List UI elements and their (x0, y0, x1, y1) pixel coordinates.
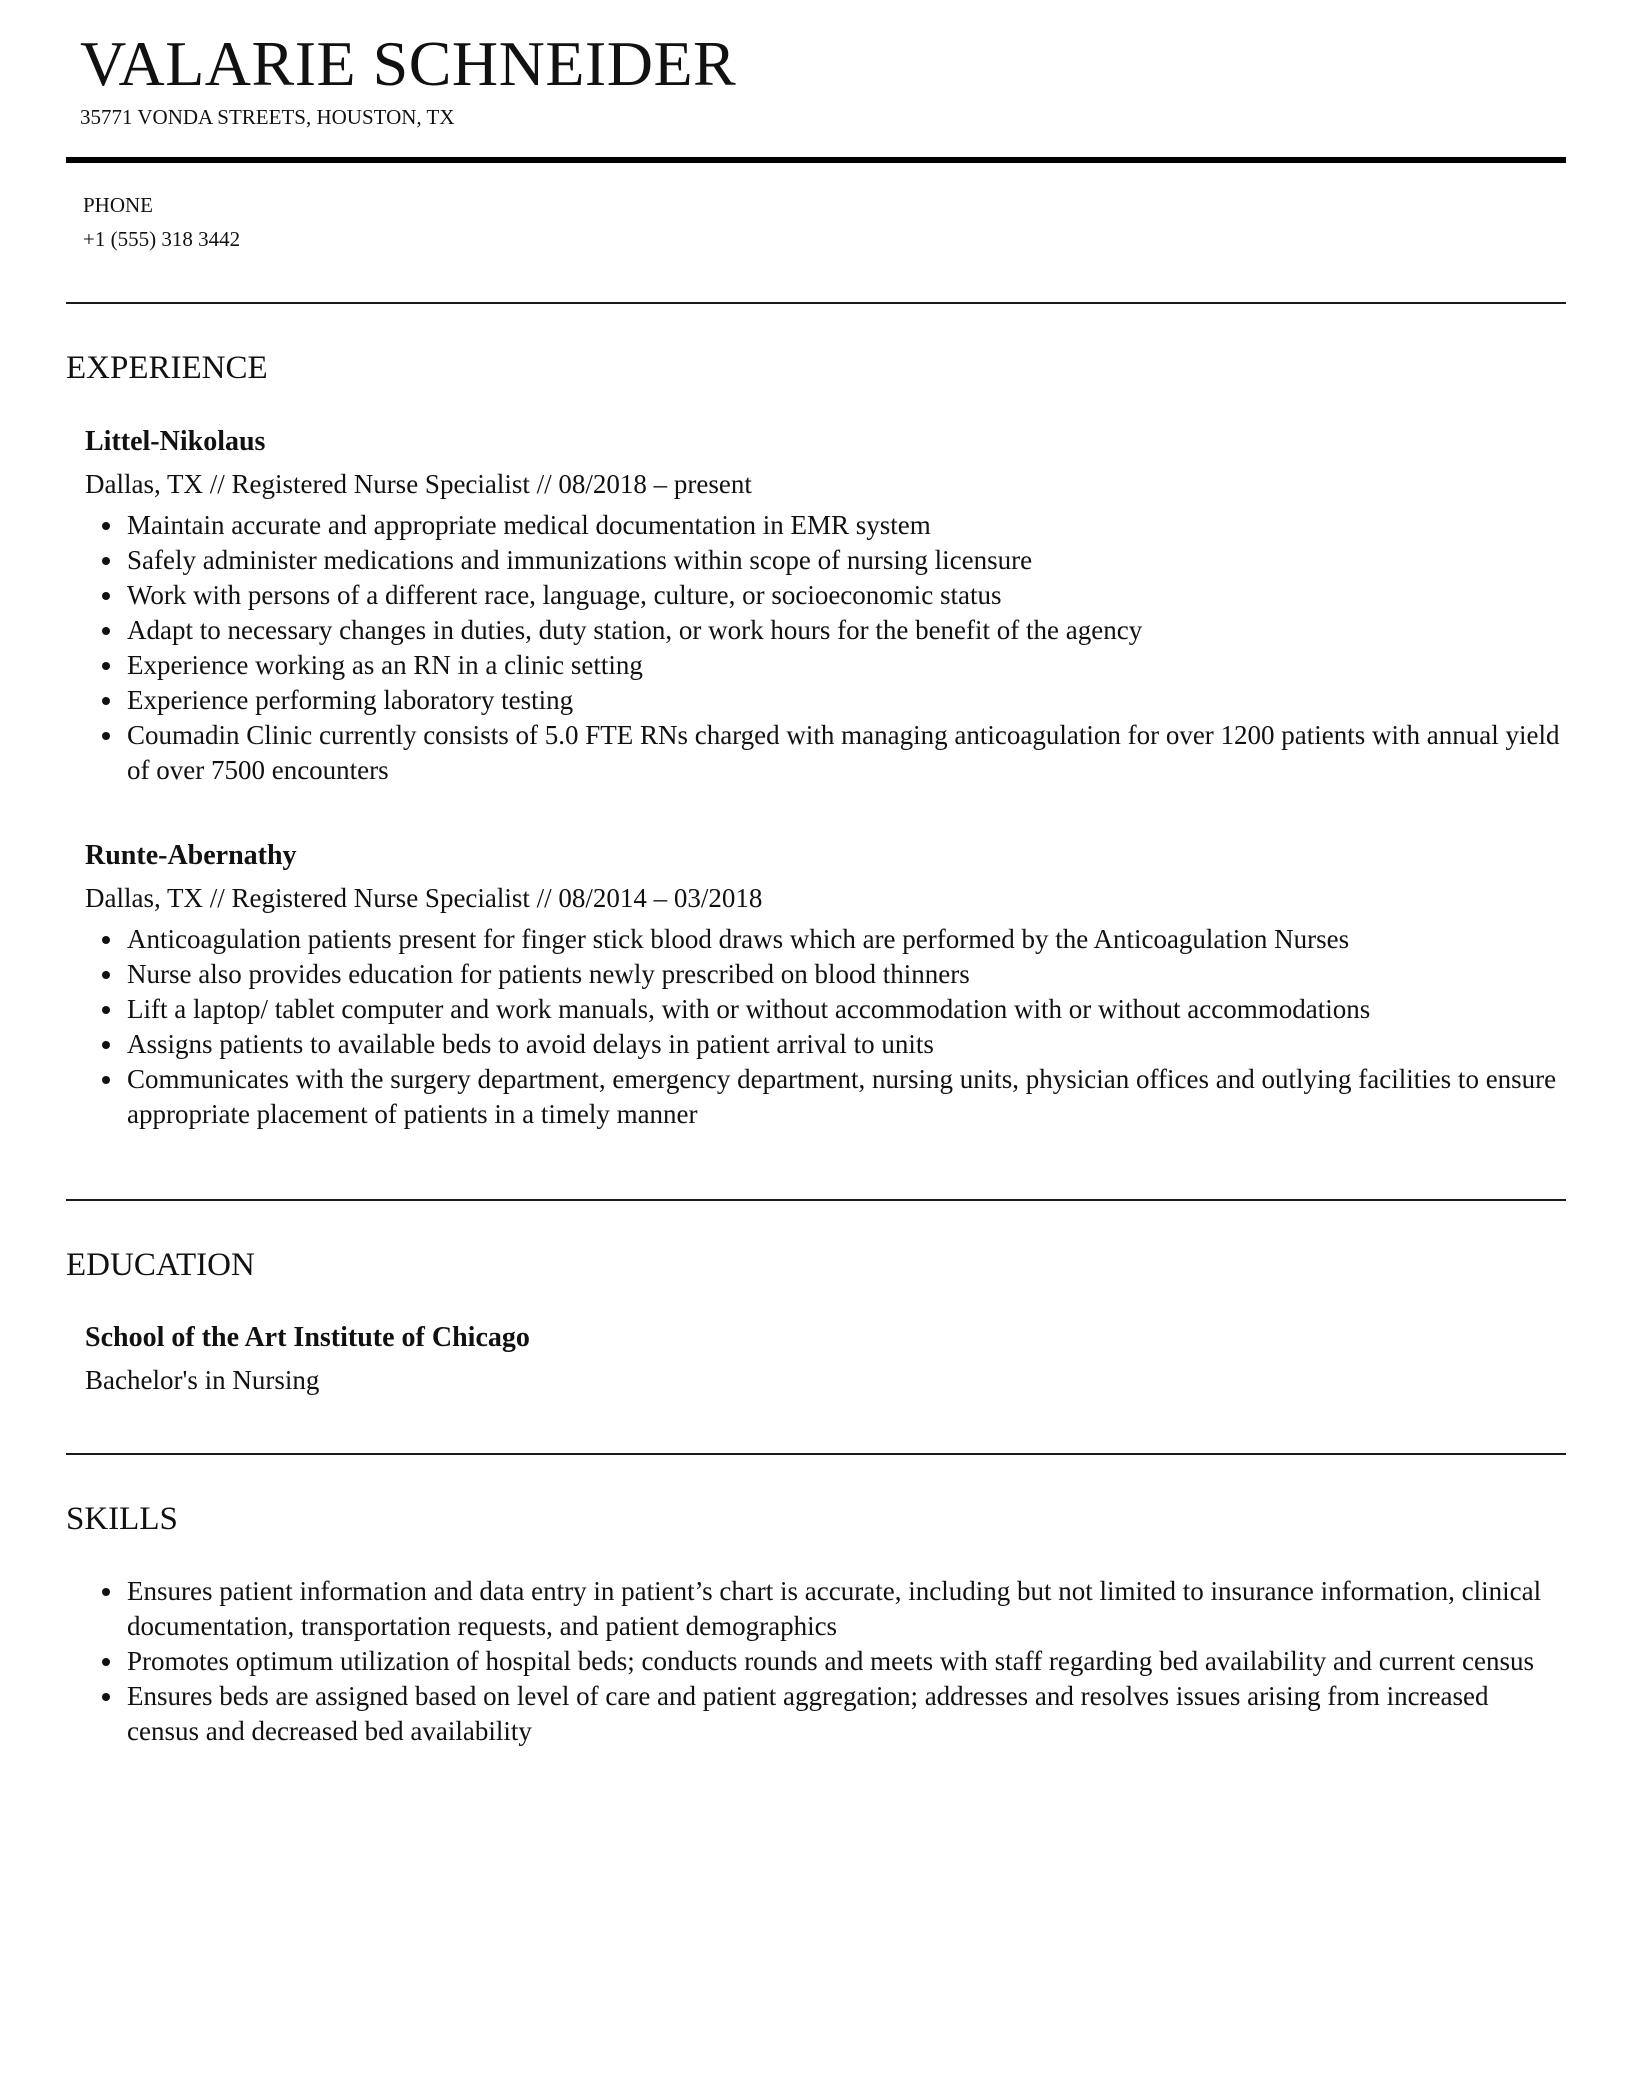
bullet-text: Nurse also provides education for patients newly prescribed on blood thinners (127, 959, 970, 989)
school-name: School of the Art Institute of Chicago (85, 1322, 530, 1353)
bullet-text: Work with persons of a different race, language, culture, or socioeconomic status (127, 580, 1002, 610)
list-item (85, 922, 1565, 957)
bullet-icon (102, 1041, 110, 1049)
bullet-text: Safely administer medications and immunizations within scope of nursing licensure (127, 545, 1033, 575)
bullet-text: Maintain accurate and appropriate medical documentation in EMR system (127, 510, 931, 540)
job-entry-1 (85, 424, 1565, 788)
bullet-icon (102, 732, 110, 740)
bullet-icon (102, 1658, 110, 1666)
job-bullet-list (85, 508, 1565, 788)
experience-heading: EXPERIENCE (66, 350, 268, 386)
bullet-text: Experience working as an RN in a clinic setting (127, 650, 643, 680)
bullet-text: Experience performing laboratory testing (127, 685, 574, 715)
bullet-icon (102, 1588, 110, 1596)
bullet-text: Lift a laptop/ tablet computer and work manuals, with or without accommodation with or without accommodations (127, 994, 1371, 1024)
job-entry-2 (85, 838, 1565, 1132)
experience-divider (66, 1199, 1566, 1201)
list-item (85, 1644, 1565, 1679)
bullet-icon (102, 1006, 110, 1014)
bullet-text: Adapt to necessary changes in duties, duty station, or work hours for the benefit of the agency (127, 615, 1143, 645)
list-item (85, 1062, 1565, 1132)
bullet-icon (102, 592, 110, 600)
phone-label: PHONE (83, 193, 154, 217)
skill-text: Promotes optimum utilization of hospital beds; conducts rounds and meets with staff regarding bed availability and current census (127, 1646, 1534, 1676)
candidate-name: VALARIE SCHNEIDER (80, 28, 737, 99)
phone-value: +1 (555) 318 3442 (83, 227, 241, 251)
skills-heading: SKILLS (66, 1501, 178, 1537)
bullet-icon (102, 662, 110, 670)
skill-text: Ensures beds are assigned based on level of care and patient aggregation; addresses and resolves issues arising from increased census and decreased bed availability (127, 1681, 1489, 1746)
bullet-icon (102, 627, 110, 635)
bullet-icon (102, 557, 110, 565)
list-item (85, 992, 1565, 1027)
job-company: Runte-Abernathy (85, 840, 297, 871)
list-item (85, 1574, 1565, 1644)
list-item (85, 613, 1565, 648)
education-divider (66, 1453, 1566, 1455)
job-bullet-list (85, 922, 1565, 1132)
list-item (85, 1679, 1565, 1749)
candidate-address: 35771 VONDA STREETS, HOUSTON, TX (80, 105, 455, 129)
bullet-icon (102, 1693, 110, 1701)
bullet-text: Assigns patients to available beds to avoid delays in patient arrival to units (127, 1029, 934, 1059)
bullet-text: Coumadin Clinic currently consists of 5.0 FTE RNs charged with managing anticoagulation for over 1200 patients with annual yield of over 7500 encounters (127, 720, 1560, 785)
list-item (85, 1027, 1565, 1062)
job-meta: Dallas, TX // Registered Nurse Specialist // 08/2014 – 03/2018 (85, 883, 763, 913)
bullet-icon (102, 697, 110, 705)
job-company: Littel-Nikolaus (85, 426, 266, 457)
skills-block (85, 1574, 1565, 1749)
bullet-text: Anticoagulation patients present for finger stick blood draws which are performed by the Anticoagulation Nurses (127, 924, 1350, 954)
list-item (85, 648, 1565, 683)
bullet-icon (102, 971, 110, 979)
list-item (85, 957, 1565, 992)
list-item (85, 683, 1565, 718)
list-item (85, 508, 1565, 543)
list-item (85, 543, 1565, 578)
job-meta: Dallas, TX // Registered Nurse Specialist // 08/2018 – present (85, 469, 752, 499)
degree: Bachelor's in Nursing (85, 1365, 320, 1395)
contact-divider (66, 302, 1566, 304)
education-entry (85, 1320, 1565, 1404)
list-item (85, 718, 1565, 788)
list-item (85, 578, 1565, 613)
bullet-icon (102, 936, 110, 944)
skills-list (85, 1574, 1565, 1749)
bullet-icon (102, 522, 110, 530)
education-heading: EDUCATION (66, 1247, 255, 1283)
skill-text: Ensures patient information and data entry in patient’s chart is accurate, including but not limited to insurance information, clinical documentation, transportation requests, and patient demographics (127, 1576, 1542, 1641)
bullet-icon (102, 1076, 110, 1084)
header-divider (66, 157, 1566, 163)
bullet-text: Communicates with the surgery department, emergency department, nursing units, physician offices and outlying facilities to ensure appropriate placement of patients in a timely manner (127, 1064, 1557, 1129)
